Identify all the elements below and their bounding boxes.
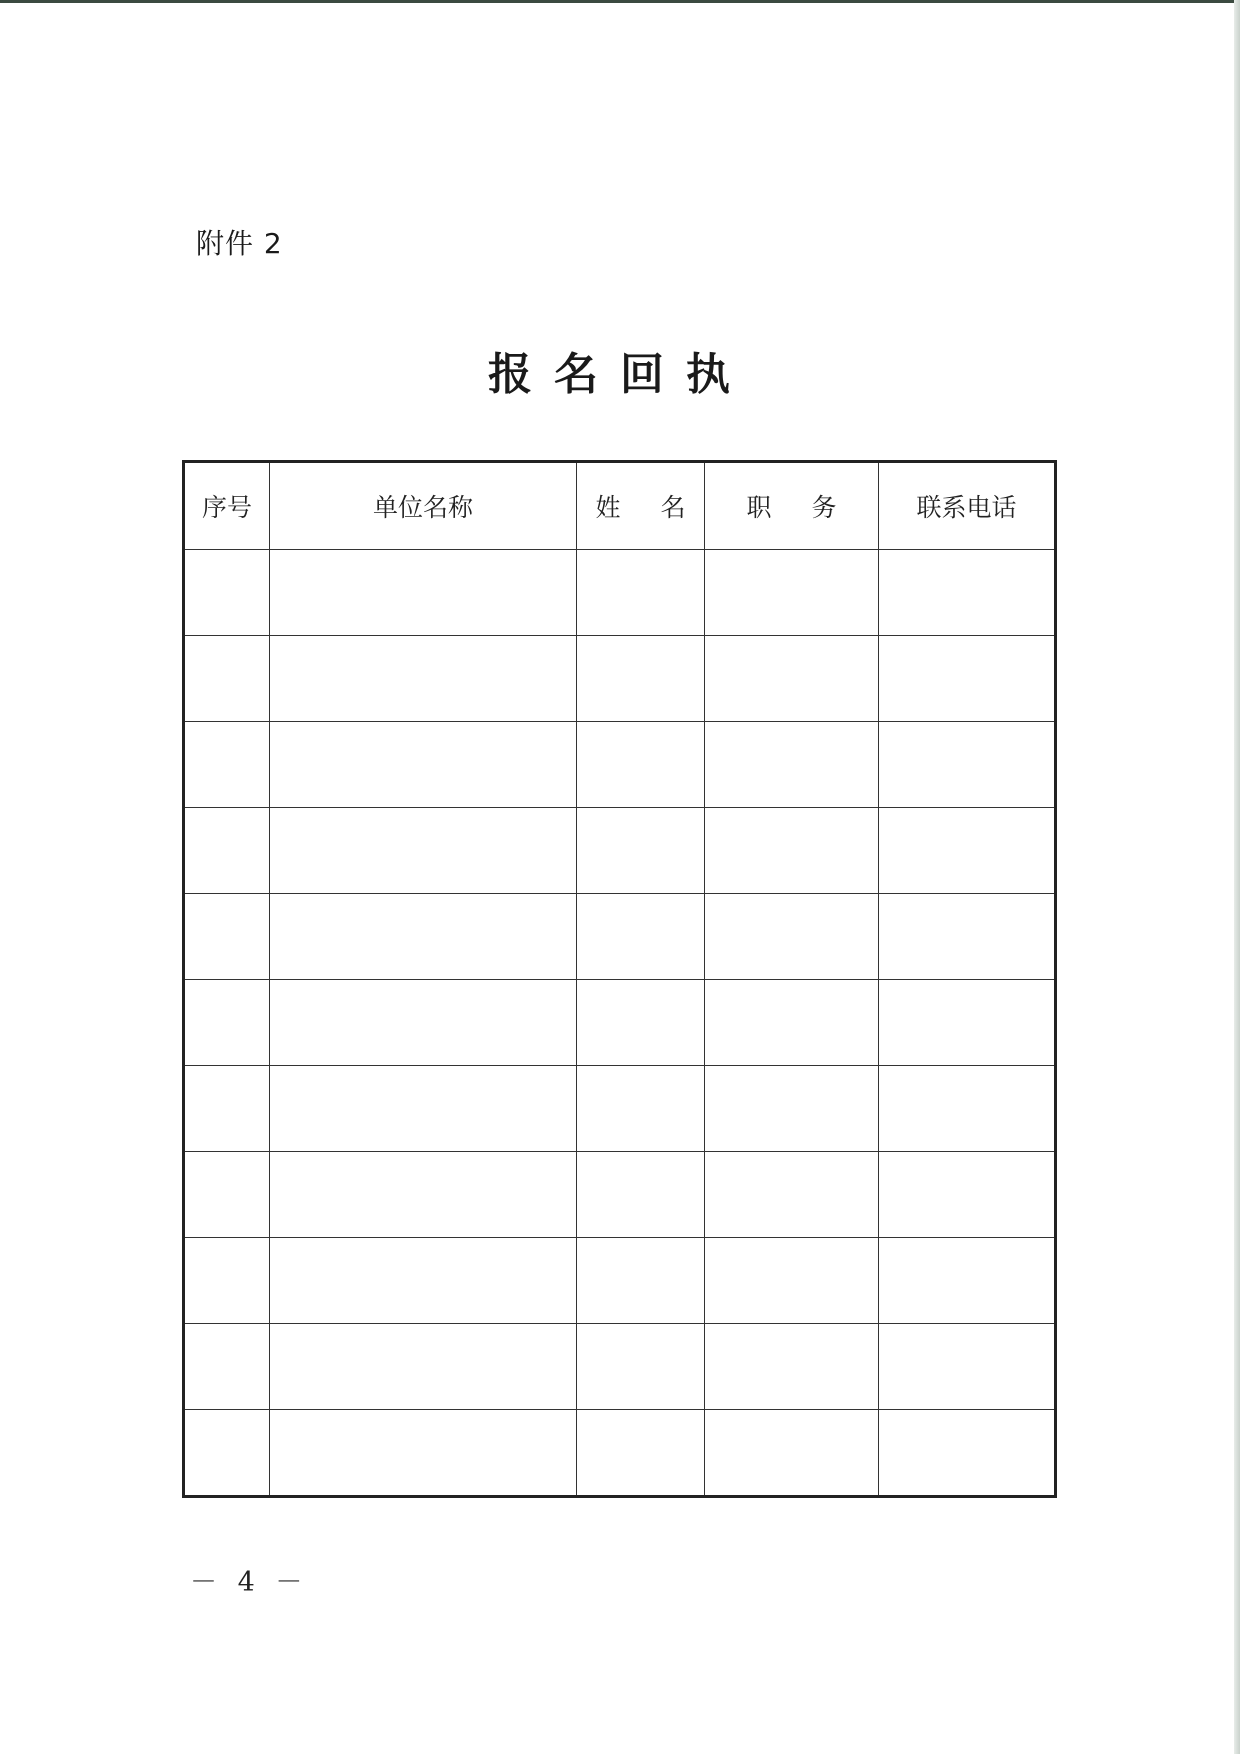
cell-organization[interactable]	[270, 636, 577, 722]
cell-name[interactable]	[577, 808, 705, 894]
cell-name[interactable]	[577, 1066, 705, 1152]
cell-position[interactable]	[705, 1324, 879, 1410]
cell-organization[interactable]	[270, 1238, 577, 1324]
page-title: 报名回执	[488, 349, 752, 400]
cell-phone[interactable]	[879, 1152, 1056, 1238]
cell-phone[interactable]	[879, 1324, 1056, 1410]
cell-index[interactable]	[184, 1410, 270, 1497]
page-number: － 4 －	[190, 1567, 309, 1598]
table-row	[184, 1324, 1056, 1410]
cell-name[interactable]	[577, 1324, 705, 1410]
cell-index[interactable]	[184, 636, 270, 722]
cell-position[interactable]	[705, 722, 879, 808]
cell-name[interactable]	[577, 980, 705, 1066]
cell-name[interactable]	[577, 722, 705, 808]
cell-index[interactable]	[184, 1152, 270, 1238]
scan-edge-top	[0, 0, 1240, 3]
cell-position[interactable]	[705, 808, 879, 894]
cell-name[interactable]	[577, 1410, 705, 1497]
cell-organization[interactable]	[270, 980, 577, 1066]
cell-index[interactable]	[184, 1238, 270, 1324]
cell-organization[interactable]	[270, 550, 577, 636]
cell-phone[interactable]	[879, 980, 1056, 1066]
cell-organization[interactable]	[270, 1324, 577, 1410]
cell-name[interactable]	[577, 1152, 705, 1238]
table-row	[184, 980, 1056, 1066]
table-body	[184, 550, 1056, 1497]
cell-name[interactable]	[577, 550, 705, 636]
cell-name[interactable]	[577, 636, 705, 722]
cell-name[interactable]	[577, 894, 705, 980]
table-row	[184, 550, 1056, 636]
cell-organization[interactable]	[270, 808, 577, 894]
cell-position[interactable]	[705, 1410, 879, 1497]
column-header-phone: 联系电话	[879, 462, 1056, 550]
cell-index[interactable]	[184, 1066, 270, 1152]
registration-form-table	[182, 460, 1057, 1498]
cell-index[interactable]	[184, 894, 270, 980]
cell-organization[interactable]	[270, 1410, 577, 1497]
cell-phone[interactable]	[879, 1410, 1056, 1497]
cell-position[interactable]	[705, 550, 879, 636]
table-row	[184, 1152, 1056, 1238]
cell-index[interactable]	[184, 722, 270, 808]
cell-phone[interactable]	[879, 636, 1056, 722]
cell-position[interactable]	[705, 636, 879, 722]
column-header-organization: 单位名称	[270, 462, 577, 550]
column-header-index: 序号	[184, 462, 270, 550]
cell-position[interactable]	[705, 894, 879, 980]
table-row	[184, 894, 1056, 980]
table-header-row	[184, 462, 1056, 550]
cell-index[interactable]	[184, 980, 270, 1066]
column-header-name: 姓 名	[577, 462, 705, 550]
cell-phone[interactable]	[879, 722, 1056, 808]
cell-phone[interactable]	[879, 894, 1056, 980]
table-row	[184, 808, 1056, 894]
cell-organization[interactable]	[270, 722, 577, 808]
table-row	[184, 1410, 1056, 1497]
cell-position[interactable]	[705, 1066, 879, 1152]
cell-index[interactable]	[184, 550, 270, 636]
cell-name[interactable]	[577, 1238, 705, 1324]
cell-position[interactable]	[705, 1152, 879, 1238]
scan-edge-right	[1234, 0, 1240, 1754]
cell-position[interactable]	[705, 980, 879, 1066]
cell-organization[interactable]	[270, 894, 577, 980]
cell-organization[interactable]	[270, 1152, 577, 1238]
attachment-label: 附件 2	[196, 227, 283, 260]
cell-index[interactable]	[184, 1324, 270, 1410]
table-row	[184, 636, 1056, 722]
cell-position[interactable]	[705, 1238, 879, 1324]
cell-index[interactable]	[184, 808, 270, 894]
cell-phone[interactable]	[879, 1238, 1056, 1324]
table-row	[184, 722, 1056, 808]
column-header-position: 职 务	[705, 462, 879, 550]
cell-organization[interactable]	[270, 1066, 577, 1152]
cell-phone[interactable]	[879, 808, 1056, 894]
table-row	[184, 1066, 1056, 1152]
table-row	[184, 1238, 1056, 1324]
cell-phone[interactable]	[879, 550, 1056, 636]
cell-phone[interactable]	[879, 1066, 1056, 1152]
